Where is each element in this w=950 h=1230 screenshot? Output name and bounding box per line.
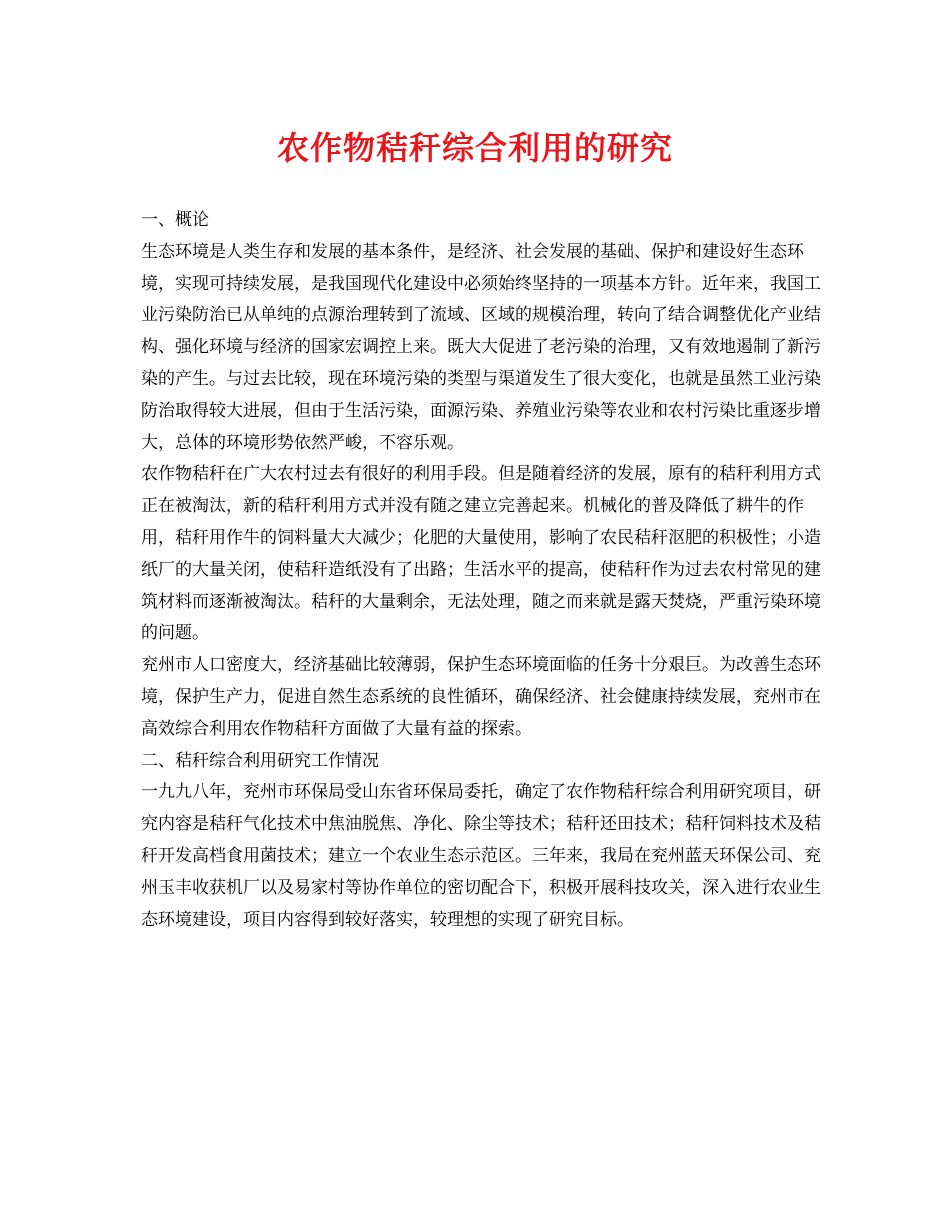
section-heading: 一、概论 [141, 210, 209, 230]
document-title: 农作物秸秆综合利用的研究 [276, 129, 673, 167]
section-heading: 二、秸秆综合利用研究工作情况 [141, 750, 379, 771]
paragraph: 农作物秸秆在广大农村过去有很好的利用手段。但是随着经济的发展，原有的秸秆利用方式正在被淘汰，新的秸秆利用方式并没有随之建立完善起来。机械化的普及降低了耕牛的作用，秸秆用作牛的饲料量大大减少；化肥的大量使用，影响了农民秸秆沤肥的积极性；小造纸厂的大量关闭，使秸秆造纸没有了出路；生活水平的提高，使秸秆作为过去农村常见的建筑材料而逐渐被淘汰。秸秆的大量剩余，无法处理，随之而来就是露天焚烧，严重污染环境的问题。 [141, 464, 821, 644]
document-body [141, 205, 821, 936]
paragraph: 兖州市人口密度大，经济基础比较薄弱，保护生态环境面临的任务十分艰巨。为改善生态环境，保护生产力，促进自然生态系统的良性循环，确保经济、社会健康持续发展，兖州市在高效综合利用农作物秸秆方面做了大量有益的探索。 [141, 655, 821, 739]
paragraph: 一九九八年，兖州市环保局受山东省环保局委托，确定了农作物秸秆综合利用研究项目，研究内容是秸秆气化技术中焦油脱焦、净化、除尘等技术；秸秆还田技术；秸秆饲料技术及秸秆开发高档食用菌技术；建立一个农业生态示范区。三年来，我局在兖州蓝天环保公司、兖州玉丰收获机厂以及易家村等协作单位的密切配合下，积极开展科技攻关，深入进行农业生态环境建设，项目内容得到较好落实，较理想的实现了研究目标。 [141, 782, 821, 930]
paragraph: 生态环境是人类生存和发展的基本条件，是经济、社会发展的基础、保护和建设好生态环境，实现可持续发展，是我国现代化建设中必须始终坚持的一项基本方针。近年来，我国工业污染防治已从单纯的点源治理转到了流域、区域的规模治理，转向了结合调整优化产业结构、强化环境与经济的国家宏调控上来。既大大促进了老污染的治理，又有效地遏制了新污染的产生。与过去比较，现在环境污染的类型与渠道发生了很大变化，也就是虽然工业污染防治取得较大进展，但由于生活污染，面源污染、养殖业污染等农业和农村污染比重逐步增大，总体的环境形势依然严峻，不容乐观。 [141, 241, 821, 453]
